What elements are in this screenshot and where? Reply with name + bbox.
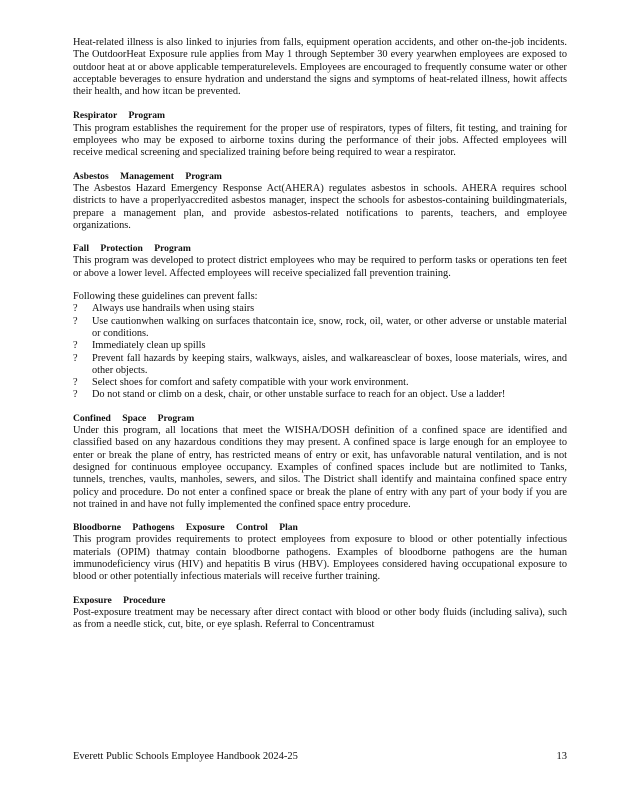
respirator-body: This program establishes the requirement for the proper use of respirators, types of filters, fit testing, and training for employees who may be exposed to airborne toxins during the performance of their jobs. Affected employees will receive medical screening and specialized training before being required to wear a respirator. xyxy=(73,122,567,159)
fall-protection-body: This program was developed to protect district employees who may be required to perform tasks or operations ten feet or above a lower level. Affected employees will receive specialized fall prevention training. xyxy=(73,255,567,279)
intro-paragraph: Heat-related illness is also linked to injuries from falls, equipment operation accidents, and other on-the-job incidents. The OutdoorHeat Exposure rule applies from May 1 through September 30 every yearwhen employees are exposed to outdoor heat at or above applicable temperaturelevels. Employees are encouraged to frequently consume water or other acceptable beverages to ensure hydration and understand the signs and symptoms of heat-related illness, howit affects their health, and how itcan be prevented. xyxy=(73,37,567,98)
exposure-procedure-section xyxy=(73,595,567,632)
list-item xyxy=(73,316,567,341)
list-item xyxy=(73,340,567,352)
fall-protection-heading: Fall Protection Program xyxy=(73,243,191,255)
bullet-glyph: ? xyxy=(73,389,78,401)
respirator-heading: Respirator Program xyxy=(73,110,166,122)
bullet-glyph: ? xyxy=(73,303,78,315)
fall-guidelines-intro: Following these guidelines can prevent falls: xyxy=(73,291,258,303)
footer-title: Everett Public Schools Employee Handbook 2024-25 xyxy=(73,751,298,762)
confined-space-body: Under this program, all locations that meet the WISHA/DOSH definition of a confined space are identified and classified based on any hazardous conditions they may present. A confined space is large enough for an employee to enter or break the plane of entry, has restricted means of entry or exit, has unfavorable natural ventilation, and is not designed for continuous employee occupancy. Examples of confined spaces include but are notlimited to Tanks, tunnels, trenches, vaults, manholes, sewers, and silos. The District shall identify and maintaina confined space entry policy and procedure. Do not enter a confined space or break the plane of entry with any part of your body if you are not trained in and have not fully implemented the confined space entry procedure. xyxy=(73,425,567,510)
list-item xyxy=(73,303,567,315)
respirator-section xyxy=(73,110,567,159)
list-item-text: Prevent fall hazards by keeping stairs, walkways, aisles, and walkareasclear of boxes, loose materials, wires, and other objects. xyxy=(92,352,567,376)
bloodborne-body: This program provides requirements to protect employees from exposure to blood or other potentially infectious materials (OPIM) thatmay contain bloodborne pathogens. Examples of bloodborne pathogens are the human immunodeficiency virus (HIV) and hepatitis B virus (HBV). Employees considered having occupational exposure to blood or other potentially infectious materials will receive further training. xyxy=(73,534,567,583)
list-item-text: Select shoes for comfort and safety compatible with your work environment. xyxy=(92,377,409,389)
bullet-glyph: ? xyxy=(73,315,78,327)
page-footer xyxy=(73,751,567,762)
list-item-text: Always use handrails when using stairs xyxy=(92,303,255,315)
confined-space-section xyxy=(73,413,567,511)
fall-guidelines-list xyxy=(73,303,567,401)
document-page xyxy=(73,37,567,642)
fall-protection-section xyxy=(73,243,567,280)
list-item-text: Use cautionwhen walking on surfaces thatcontain ice, snow, rock, oil, water, or other adverse or unstable material or conditions. xyxy=(92,315,567,339)
asbestos-section xyxy=(73,171,567,232)
list-item-text: Immediately clean up spills xyxy=(92,340,206,352)
page-number: 13 xyxy=(556,751,567,762)
bullet-glyph: ? xyxy=(73,340,78,352)
asbestos-body: The Asbestos Hazard Emergency Response Act(AHERA) regulates asbestos in schools. AHERA requires school districts to have a properlyaccredited asbestos manager, inspect the schools for asbestos-containing buildingmaterials, prepare a management plan, and provide asbestos-related notifications to parents, teachers, and employee organizations. xyxy=(73,182,567,231)
bloodborne-heading: Bloodborne Pathogens Exposure Control Plan xyxy=(73,522,298,534)
exposure-procedure-heading: Exposure Procedure xyxy=(73,594,166,606)
list-item xyxy=(73,377,567,389)
asbestos-heading: Asbestos Management Program xyxy=(73,170,222,182)
list-item xyxy=(73,353,567,378)
list-item-text: Do not stand or climb on a desk, chair, or other unstable surface to reach for an object. Use a ladder! xyxy=(92,389,506,401)
list-item xyxy=(73,389,567,401)
bullet-glyph: ? xyxy=(73,352,78,364)
confined-space-heading: Confined Space Program xyxy=(73,412,195,424)
exposure-procedure-body: Post-exposure treatment may be necessary after direct contact with blood or other body fluids (including saliva), such as from a needle stick, cut, bite, or eye splash. Referral to Concentramust xyxy=(73,606,567,631)
bullet-glyph: ? xyxy=(73,377,78,389)
bloodborne-section xyxy=(73,522,567,583)
